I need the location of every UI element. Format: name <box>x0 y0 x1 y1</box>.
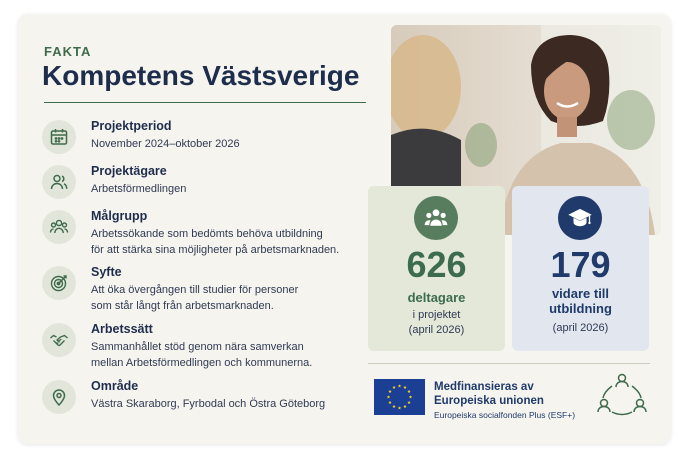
stat-number: 179 <box>550 244 611 285</box>
stat-number: 626 <box>406 244 467 285</box>
fact-line: Att öka övergången till studier för personer <box>91 284 299 296</box>
eu-star <box>398 384 401 387</box>
fact-line: Arbetsförmedlingen <box>91 183 187 195</box>
fact-label: Målgrupp <box>91 209 148 223</box>
fact-text <box>91 136 240 152</box>
page-title: Kompetens Västsverige <box>42 60 360 91</box>
stat-name-line: deltagare <box>407 290 466 305</box>
eu-star <box>409 395 412 398</box>
eu-star <box>392 386 395 389</box>
eu-star <box>403 405 406 408</box>
eu-funding-title <box>434 380 544 408</box>
eu-star <box>392 405 395 408</box>
fact-label: Projektägare <box>91 164 167 178</box>
stat-sub-line: i projektet <box>412 309 461 321</box>
fact-line: November 2024–oktober 2026 <box>91 138 240 150</box>
eu-star <box>398 406 401 409</box>
eyebrow-label: FAKTA <box>44 44 92 59</box>
eu-flag-logo <box>374 379 425 415</box>
title-divider <box>44 102 366 103</box>
stat-sub-line: (april 2026) <box>408 324 465 336</box>
target-icon <box>42 266 76 300</box>
group-icon <box>414 196 458 240</box>
eu-title-line: Europeiska unionen <box>434 395 544 407</box>
fact-line: Sammanhållet stöd genom nära samverkan <box>91 341 304 353</box>
stat-name <box>512 286 649 316</box>
fact-text <box>91 282 298 314</box>
eu-star <box>403 386 406 389</box>
eu-title-line: Medfinansieras av <box>434 381 534 393</box>
fact-text <box>91 226 339 258</box>
fact-label: Arbetssätt <box>91 322 153 336</box>
stat-subtext <box>512 321 649 336</box>
eu-star <box>407 390 410 393</box>
fact-label: Projektperiod <box>91 119 172 133</box>
graduation-cap-icon <box>558 196 602 240</box>
stat-card-deltagare <box>368 186 505 351</box>
eu-star <box>407 401 410 404</box>
eu-divider <box>368 363 650 364</box>
fact-text <box>91 181 186 197</box>
fact-line: Arbetssökande som bedömts behöva utbildning <box>91 228 323 240</box>
eu-funding-subtitle: Europeiska socialfonden Plus (ESF+) <box>434 410 576 420</box>
eu-star <box>387 395 390 398</box>
calendar-icon <box>42 120 76 154</box>
fact-label: Syfte <box>91 265 122 279</box>
network-people-icon <box>596 372 648 418</box>
stat-name <box>368 290 505 305</box>
eu-star <box>388 401 391 404</box>
stat-name-line: utbildning <box>549 301 612 316</box>
stat-card-utbildning <box>512 186 649 351</box>
fact-text <box>91 396 325 412</box>
fact-line: mellan Arbetsförmedlingen och kommunerna. <box>91 357 313 369</box>
fact-line: som står långt från arbetsmarknaden. <box>91 300 274 312</box>
group-icon <box>42 210 76 244</box>
people-icon <box>42 165 76 199</box>
fact-line: Västra Skaraborg, Fyrbodal och Östra Göteborg <box>91 398 326 410</box>
stat-sub-line: (april 2026) <box>552 322 609 334</box>
handshake-icon <box>42 323 76 357</box>
eu-star <box>388 390 391 393</box>
stat-name-line: vidare till <box>551 286 610 301</box>
location-pin-icon <box>42 380 76 414</box>
fact-text <box>91 339 312 371</box>
fact-line: för att stärka sina möjligheter på arbetsmarknaden. <box>91 244 340 256</box>
fact-label: Område <box>91 379 139 393</box>
fact-card <box>18 14 671 444</box>
stat-subtext <box>368 308 505 338</box>
